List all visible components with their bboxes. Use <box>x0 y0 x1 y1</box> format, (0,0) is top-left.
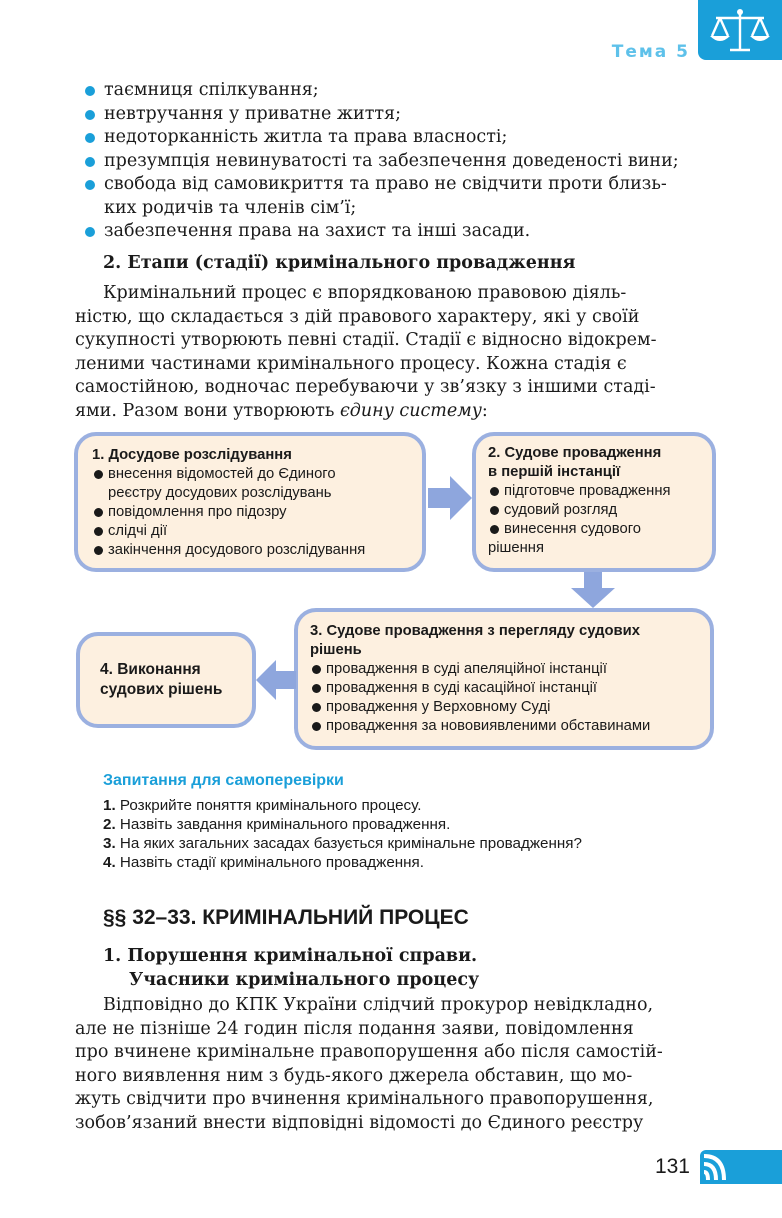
stage-item: провадження за нововиявленими обставинами <box>310 717 698 736</box>
bullet-icon <box>85 227 95 237</box>
stage-title: 2. Судове провадження <box>488 445 662 461</box>
bullet-icon <box>85 110 95 120</box>
bullet-icon <box>85 133 95 143</box>
question-item: 1. Розкрийте поняття кримінального процесу. <box>103 797 422 814</box>
stage-title: 1. Досудове розслідування <box>92 447 292 463</box>
stage-title-cont: в першій інстанції <box>488 464 621 480</box>
stage-item: рішення <box>488 540 544 556</box>
stage-title: 4. Виконання <box>100 661 201 678</box>
stage-item: закінчення досудового розслідування <box>92 541 408 560</box>
stage-box-review <box>294 608 714 750</box>
questions-list <box>103 796 582 872</box>
stage-title: 3. Судове провадження з перегляду судових <box>310 623 640 639</box>
stage-item: підготовче провадження <box>488 482 700 501</box>
stage-item: провадження у Верховному Суді <box>310 698 698 717</box>
list-item: забезпечення права на захист та інші засади. <box>82 220 722 244</box>
stage-box-pretrial <box>74 432 426 572</box>
list-item: свобода від самовикриття та право не свідчити проти близь- ких родичів та членів сім’ї; <box>82 173 722 220</box>
stage-item: реєстру досудових розслідувань <box>108 485 332 501</box>
stage-item: повідомлення про підозру <box>92 503 408 522</box>
footer-tab <box>700 1150 782 1184</box>
stage-box-first-instance <box>472 432 716 572</box>
arrow-right-icon <box>428 476 472 520</box>
section-title: §§ 32–33. КРИМІНАЛЬНИЙ ПРОЦЕС <box>103 906 469 929</box>
list-item: таємниця спілкування; <box>82 79 722 103</box>
list-item: невтручання у приватне життя; <box>82 103 722 127</box>
stage-item: провадження в суді касаційної інстанції <box>310 679 698 698</box>
principles-list <box>82 79 722 244</box>
list-item: презумпція невинуватості та забезпечення доведеності вини; <box>82 150 722 174</box>
stage-title-cont: рішень <box>310 642 362 658</box>
waves-icon <box>698 1150 758 1184</box>
bullet-icon <box>85 180 95 190</box>
bullet-icon <box>85 86 95 96</box>
arrow-left-icon <box>256 660 296 700</box>
question-item: 3. На яких загальних засадах базується кримінальне провадження? <box>103 835 582 852</box>
page-number: 131 <box>654 1155 690 1178</box>
bullet-icon <box>85 157 95 167</box>
subsection-heading: 1. Порушення кримінальної справи. Учасники кримінального процесу <box>103 946 480 990</box>
header-tab <box>698 0 782 60</box>
question-item: 2. Назвіть завдання кримінального провадження. <box>103 816 451 833</box>
question-item: 4. Назвіть стадії кримінального провадження. <box>103 854 424 871</box>
stage-item: судовий розгляд <box>488 501 700 520</box>
stage-item: внесення відомостей до Єдиного <box>92 465 408 484</box>
questions-heading: Запитання для самоперевірки <box>103 772 344 789</box>
topic-label: Тема 5 <box>611 42 690 62</box>
body-paragraph: Відповідно до КПК України слідчий прокурор невідкладно, але не пізніше 24 годин після подання заяви, повідомлення про вчинене кримінальне правопорушення або після самостій- ного виявлення ним з будь-якого джерела обставин, що мо- жуть свідчити про вчинення кримінального правопорушення, зобов’язаний внести відповідні відомості до Єдиного реєстру <box>75 995 663 1133</box>
stage-item: винесення судового <box>488 520 700 539</box>
intro-paragraph: Кримінальний процес є впорядкованою правовою діяль- ністю, що складається з дій правового характеру, які у своїй сукупності утворюють певні стадії. Стадії є відносно відокрем- леними частинами кримінального процесу. Кожна стадія є самостійною, водночас перебуваючи у зв’язку з іншими стаді- ями. Разом вони утворюють єдину систему: <box>75 283 657 421</box>
scales-icon <box>706 6 774 56</box>
stage-title-cont: судових рішень <box>100 681 223 698</box>
section-heading: 2. Етапи (стадії) кримінального провадження <box>103 253 576 273</box>
list-item: недоторканність житла та права власності; <box>82 126 722 150</box>
stage-box-execution <box>76 632 256 728</box>
arrow-down-icon <box>571 572 615 608</box>
stage-item: слідчі дії <box>92 522 408 541</box>
stage-item: провадження в суді апеляційної інстанції <box>310 660 698 679</box>
